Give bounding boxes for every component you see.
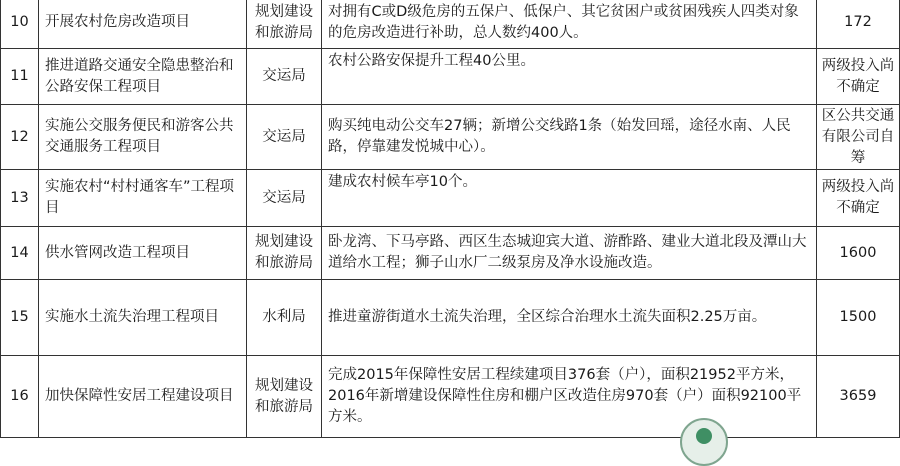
department: 规划建设和旅游局 xyxy=(247,356,322,438)
project-description: 卧龙湾、下马亭路、西区生态城迎宾大道、游酢路、建业大道北段及潭山大道给水工程；狮子山水厂二级泵房及净水设施改造。 xyxy=(322,227,817,280)
project-description: 建成农村候车亭10个。 xyxy=(322,170,817,227)
funding-amount: 1500 xyxy=(817,280,900,356)
emblem-icon xyxy=(680,418,728,466)
table-row xyxy=(1,0,900,49)
funding-amount: 两级投入尚不确定 xyxy=(817,49,900,105)
department: 交运局 xyxy=(247,105,322,170)
table-row xyxy=(1,280,900,356)
row-number: 15 xyxy=(1,280,39,356)
table-row xyxy=(1,356,900,438)
department: 规划建设和旅游局 xyxy=(247,227,322,280)
funding-amount: 区公共交通有限公司自筹 xyxy=(817,105,900,170)
row-number: 13 xyxy=(1,170,39,227)
table-row xyxy=(1,49,900,105)
project-name: 开展农村危房改造项目 xyxy=(39,0,247,49)
project-description: 对拥有C或D级危房的五保户、低保户、其它贫困户或贫困残疾人四类对象的危房改造进行补助，总人数约400人。 xyxy=(322,0,817,49)
project-name: 推进道路交通安全隐患整治和公路安保工程项目 xyxy=(39,49,247,105)
funding-amount: 两级投入尚不确定 xyxy=(817,170,900,227)
project-name: 实施农村“村村通客车”工程项目 xyxy=(39,170,247,227)
project-description: 农村公路安保提升工程40公里。 xyxy=(322,49,817,105)
project-description: 完成2015年保障性安居工程续建项目376套（户），面积21952平方米，2016年新增建设保障性住房和棚户区改造住房970套（户）面积92100平方米。 xyxy=(322,356,817,438)
project-description: 购买纯电动公交车27辆；新增公交线路1条（始发回瑶，途径水南、人民路，停靠建发悦城中心）。 xyxy=(322,105,817,170)
row-number: 10 xyxy=(1,0,39,49)
table-row xyxy=(1,170,900,227)
row-number: 11 xyxy=(1,49,39,105)
project-description: 推进童游街道水土流失治理，全区综合治理水土流失面积2.25万亩。 xyxy=(322,280,817,356)
funding-amount: 172 xyxy=(817,0,900,49)
department: 规划建设和旅游局 xyxy=(247,0,322,49)
project-name: 实施公交服务便民和游客公共交通服务工程项目 xyxy=(39,105,247,170)
department: 交运局 xyxy=(247,49,322,105)
table-row xyxy=(1,105,900,170)
row-number: 16 xyxy=(1,356,39,438)
department: 水利局 xyxy=(247,280,322,356)
row-number: 14 xyxy=(1,227,39,280)
project-name: 供水管网改造工程项目 xyxy=(39,227,247,280)
table-row xyxy=(1,227,900,280)
funding-amount: 1600 xyxy=(817,227,900,280)
project-name: 加快保障性安居工程建设项目 xyxy=(39,356,247,438)
project-name: 实施水土流失治理工程项目 xyxy=(39,280,247,356)
row-number: 12 xyxy=(1,105,39,170)
department: 交运局 xyxy=(247,170,322,227)
funding-amount: 3659 xyxy=(817,356,900,438)
